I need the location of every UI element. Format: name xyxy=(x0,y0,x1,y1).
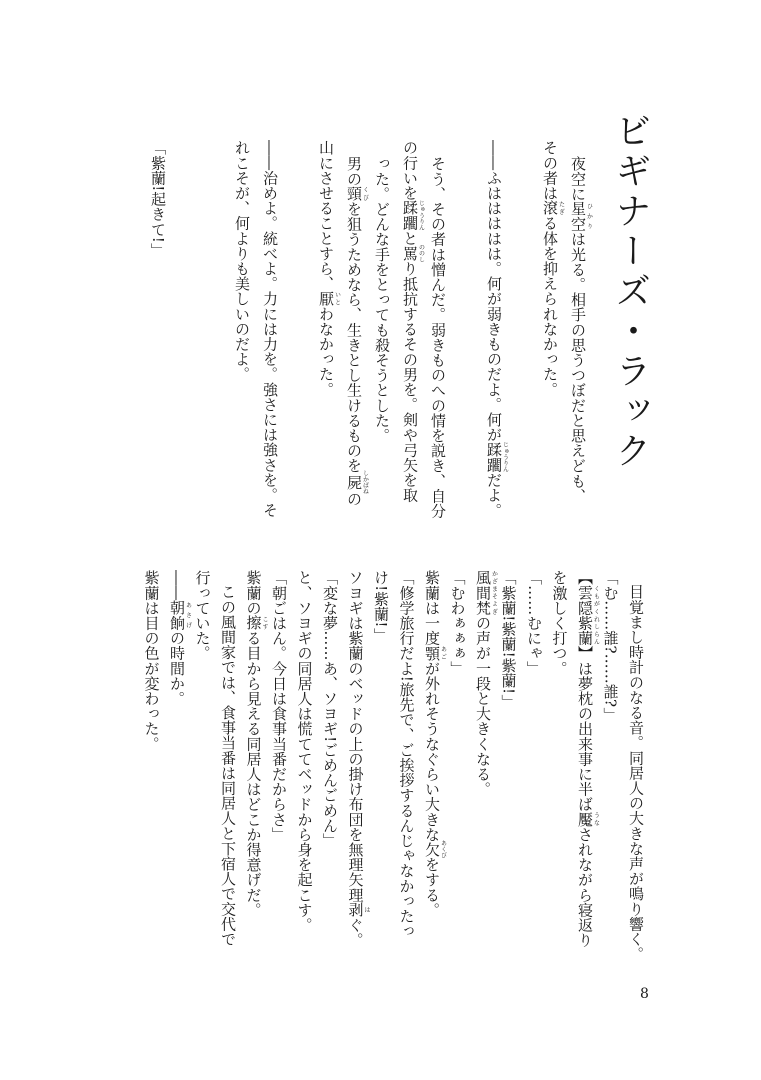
text-run: と xyxy=(401,230,419,246)
ruby-base: 罵 xyxy=(401,244,419,263)
text-run: の行いを xyxy=(401,140,419,201)
text-line xyxy=(402,140,424,503)
text-run: この風間家では、食事当番は同居人と下宿人で交代で xyxy=(219,584,237,947)
text-run: る目から見える同居人はどこか得意げだ。 xyxy=(244,630,263,918)
text-run: を激しく打つ。 xyxy=(550,570,569,676)
text-line xyxy=(297,570,312,932)
text-run: わなかった。 xyxy=(317,306,335,397)
ruby-reading: じゅうりん xyxy=(501,441,509,473)
text-line xyxy=(475,570,497,797)
text-line xyxy=(262,140,277,518)
text-run: 夜空に xyxy=(569,156,587,202)
ruby-reading: しかばね xyxy=(361,470,369,495)
ruby-base: 蹂躙 xyxy=(401,200,419,231)
text-run: の時間か。 xyxy=(168,630,186,706)
ruby-word xyxy=(244,615,268,631)
ruby-word xyxy=(485,441,509,473)
ruby-reading: ひかり xyxy=(585,201,593,232)
text-line xyxy=(526,570,541,676)
text-run: を狙うためなら、生きとし生けるものを xyxy=(345,201,363,474)
ruby-base: 屍 xyxy=(345,470,363,495)
text-line xyxy=(346,156,368,507)
text-run: 目覚まし時計のなる音。同居人の大きな声が鳴り響く。 xyxy=(627,584,645,962)
text-run: 「朝ごはん。今日は食事当番だからさ」 xyxy=(270,570,288,842)
text-run: をする。 xyxy=(423,856,441,918)
text-line xyxy=(486,140,508,518)
text-run: り抵抗するその男を。剣や弓矢を取 xyxy=(401,260,419,503)
ruby-reading: こす xyxy=(261,615,268,631)
ruby-reading: は xyxy=(363,902,370,918)
text-line xyxy=(144,570,159,751)
text-line xyxy=(603,570,618,722)
text-run: 】は夢枕の出来事に半ば xyxy=(576,645,594,812)
text-run: だよ。 xyxy=(485,472,503,518)
text-line xyxy=(424,570,446,917)
ruby-word xyxy=(423,840,447,859)
ruby-word xyxy=(317,291,341,307)
chapter-title: ビギナーズ・ラック xyxy=(610,112,651,472)
text-run: った。どんな手をとっても殺そうとした。 xyxy=(373,156,391,443)
text-run: ぐ。 xyxy=(346,917,365,948)
text-line xyxy=(399,570,414,939)
ruby-word xyxy=(346,902,370,918)
text-run: る体を抑えられなかった。 xyxy=(541,215,559,397)
text-run: 「むわぁぁぁ」 xyxy=(448,570,467,676)
text-line xyxy=(570,156,592,503)
text-line xyxy=(169,570,191,706)
ruby-reading: うな xyxy=(592,811,600,827)
text-run: 【 xyxy=(576,570,594,586)
ruby-word xyxy=(345,186,369,202)
ruby-word xyxy=(569,201,593,232)
text-run: 行っていた。 xyxy=(193,570,212,661)
text-line xyxy=(234,140,249,382)
ruby-reading: くび xyxy=(361,186,369,202)
ruby-word xyxy=(423,645,447,661)
text-run: その者は xyxy=(541,140,559,201)
text-line xyxy=(430,156,445,518)
text-run: されながら寝返り xyxy=(576,826,594,948)
text-line xyxy=(220,584,235,946)
ruby-reading: じゅうりん xyxy=(417,200,425,231)
text-run: 「……むにゃ」 xyxy=(525,570,543,676)
text-run: ―― xyxy=(168,570,186,601)
ruby-base: 魘 xyxy=(576,811,594,827)
ruby-base: 剥 xyxy=(346,902,365,918)
ruby-word xyxy=(345,470,369,495)
text-line xyxy=(195,570,210,661)
ruby-base: 滾 xyxy=(541,200,559,216)
ruby-reading: あくび xyxy=(439,840,447,859)
text-run: 紫蘭の xyxy=(244,570,263,616)
text-run: れこそが、何よりも美しいのだよ。 xyxy=(233,140,251,382)
text-line xyxy=(628,584,643,962)
text-run: の xyxy=(345,491,363,507)
ruby-reading: たぎ xyxy=(557,200,565,216)
text-run: そう、その者は憎んだ。弱きものへの情を説き、自分 xyxy=(429,156,447,519)
text-run: 山にさせることすら、 xyxy=(317,140,335,291)
text-line xyxy=(322,570,337,848)
ruby-reading: あご xyxy=(439,645,447,661)
ruby-word xyxy=(576,811,600,827)
text-line xyxy=(374,156,389,443)
ruby-base: 顎 xyxy=(423,645,441,661)
text-line xyxy=(150,140,165,258)
text-run: 紫蘭は目の色が変わった。 xyxy=(142,570,161,752)
page-number: 8 xyxy=(640,986,649,1002)
ruby-base: 星空 xyxy=(569,201,587,232)
text-run: ソヨギは紫蘭のベッドの上の掛け布団を無理矢理 xyxy=(346,570,365,903)
ruby-base: 欠 xyxy=(423,840,441,859)
text-line xyxy=(246,570,268,917)
ruby-base: 雲隠紫蘭 xyxy=(576,585,594,646)
ruby-base: 朝餉 xyxy=(168,600,186,631)
text-run: ――治めよ。統べよ。力には力を。強さには強さを。そ xyxy=(261,140,279,518)
text-line xyxy=(348,570,370,948)
ruby-reading: ののし xyxy=(417,244,425,263)
ruby-base: 風間梵 xyxy=(474,570,492,616)
ruby-base: 蹂躙 xyxy=(485,441,503,473)
text-run: け!紫蘭!」 xyxy=(372,570,390,643)
text-run: 「紫蘭!起きて!」 xyxy=(149,140,167,258)
ruby-word xyxy=(576,585,600,646)
ruby-word xyxy=(401,200,425,231)
ruby-word xyxy=(168,600,192,631)
text-line xyxy=(450,570,465,676)
text-run: 紫蘭は一度 xyxy=(423,570,441,646)
text-run: 「変な夢……あ、ソヨギ!ごめんごめん」 xyxy=(321,570,339,848)
ruby-reading: いと xyxy=(333,291,341,307)
text-line xyxy=(318,140,340,397)
ruby-reading: あさげ xyxy=(184,600,192,631)
text-line xyxy=(542,140,564,397)
text-run: 男の xyxy=(345,156,363,187)
text-run: が外れそうなぐらい大きな xyxy=(423,660,441,842)
ruby-word xyxy=(401,244,425,263)
text-run: 「紫蘭!紫蘭!紫蘭!」 xyxy=(499,570,518,710)
text-run: は光る。相手の思うつぼだと思えども、 xyxy=(569,231,587,504)
text-line xyxy=(577,570,599,948)
text-line xyxy=(552,570,567,676)
text-run: 「む……誰?……誰?」 xyxy=(601,570,620,723)
ruby-base: 厭 xyxy=(317,291,335,307)
ruby-base: 頸 xyxy=(345,186,363,202)
ruby-reading: かざまそよぎ xyxy=(490,570,498,616)
text-run: の声が一段と大きくなる。 xyxy=(474,615,492,797)
ruby-reading: くもがくれしらん xyxy=(592,585,600,646)
text-run: 「修学旅行だよ!旅先で、ご挨拶するんじゃなかったっ xyxy=(397,570,416,939)
text-line xyxy=(271,570,286,842)
text-run: と、ソヨギの同居人は慌ててベッドから身を起こす。 xyxy=(295,570,314,933)
ruby-word xyxy=(474,570,498,616)
text-run: ――ふははははは。何が弱きものだよ。何が xyxy=(485,140,503,442)
text-line xyxy=(501,570,516,709)
ruby-base: 擦 xyxy=(244,615,263,631)
ruby-word xyxy=(541,200,565,216)
text-line xyxy=(373,570,388,643)
